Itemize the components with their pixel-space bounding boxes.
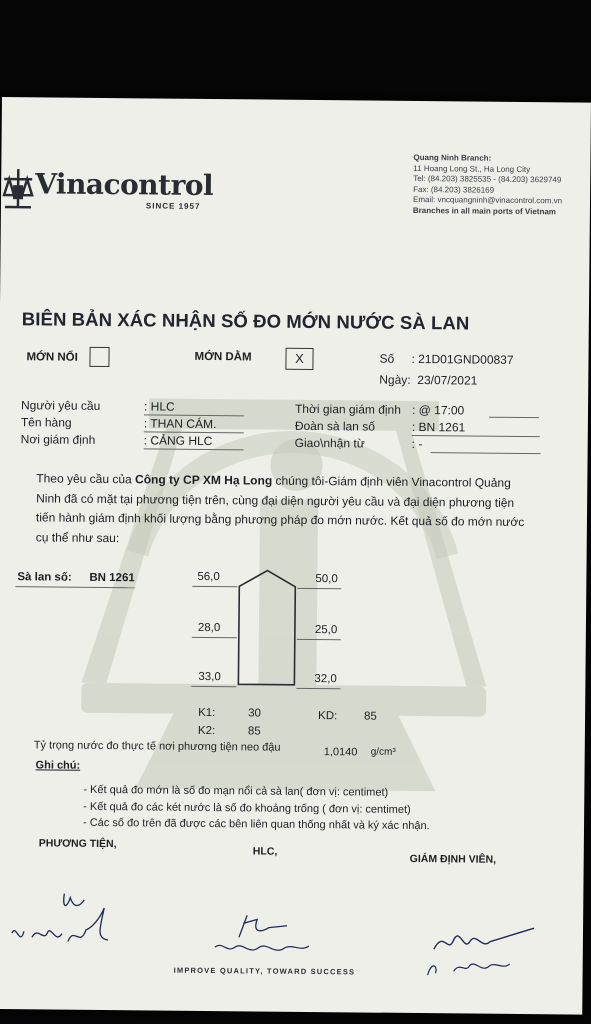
- sig-label-hlc: HLC,: [252, 845, 278, 858]
- branch-fax: Fax: (84.203) 3826169: [413, 184, 495, 195]
- draft-fwd-right: 50,0: [315, 573, 338, 586]
- document-title: BIÊN BẢN XÁC NHẬN SỐ ĐO MỚN NƯỚC SÀ LAN: [21, 308, 470, 334]
- thoi-gian-label: Thời gian giám định: [294, 401, 402, 417]
- nguoi-yeu-cau-label: Người yêu cầu: [20, 398, 101, 413]
- doan-sa-lan-value: : BN 1261: [411, 419, 466, 435]
- so-label: Số: [379, 351, 395, 366]
- kd-label: KD:: [318, 710, 338, 723]
- noi-giam-dinh-value: : CẢNG HLC: [143, 433, 213, 449]
- draft-aft-right: 32,0: [314, 673, 337, 686]
- mon-noi-checkbox: [89, 347, 109, 367]
- intro-part2: chúng tôi-Giám định viên Vinacontrol Quảng Ninh đã có mặt tại phương tiện trên, cùng đại diện người yêu cầu và đại diện phương tiện tiến hành giám định khối lượng bằng phương pháp đo mớn nước. Kết quả số đo mớn nước cụ thể như sau:: [35, 473, 525, 545]
- company-logo: [1, 161, 231, 213]
- thoi-gian-value: : @ 17:00: [411, 402, 465, 418]
- k2-label: K2:: [197, 724, 216, 738]
- notes-heading: Ghi chú:: [35, 759, 81, 772]
- ten-hang-label: Tên hàng: [20, 415, 72, 430]
- document-sheet: [0, 97, 591, 1015]
- intro-paragraph: [36, 469, 537, 552]
- draft-mid-left: 28,0: [197, 621, 221, 635]
- mon-noi-label: MỚN NỔI: [26, 351, 78, 364]
- density-value: 1,0140: [323, 746, 358, 759]
- scales-icon: [1, 167, 35, 211]
- draft-aft-left: 33,0: [198, 670, 221, 684]
- barge-number: BN 1261: [89, 571, 135, 585]
- giao-nhan-value: : -: [411, 436, 423, 452]
- barge-label: Sà lan số:: [17, 571, 72, 584]
- k2-value: 85: [247, 725, 261, 738]
- ten-hang-value: : THAN CÁM.: [143, 416, 217, 432]
- signature-phuong-tien: [4, 887, 125, 958]
- note-item: - Các số đo trên đã được các bên liên quan thống nhất và ký xác nhận.: [82, 817, 430, 833]
- nguoi-yeu-cau-value: : HLC: [143, 399, 175, 414]
- draft-fwd-left: 56,0: [197, 570, 220, 584]
- mon-dam-checkbox: X: [285, 348, 313, 370]
- note-item: - Kết quả đo mớn là số đo mạn nổi cả sà lan( đơn vị: centimet): [83, 783, 389, 799]
- branch-tel: Tel: (84.203) 3825535 - (84.203) 3629749: [413, 174, 562, 185]
- intro-company: Công ty CP XM Hạ Long: [135, 472, 273, 488]
- sig-label-phuong-tien: PHƯƠNG TIỆN,: [38, 837, 117, 851]
- note-item: - Kết quả đo các két nước là số đo khoảng trống ( đơn vị: centimet): [83, 800, 411, 816]
- density-label: Tỷ trọng nước đo thực tế nơi phương tiện neo đậu: [33, 739, 281, 754]
- k1-value: 30: [248, 707, 261, 720]
- giao-nhan-label: Giao\nhận từ: [294, 435, 365, 451]
- barge-outline: [236, 568, 301, 689]
- branch-network: Branches in all main ports of Vietnam: [412, 205, 556, 217]
- noi-giam-dinh-label: Nơi giám định: [20, 432, 96, 447]
- notes-list: [83, 782, 430, 835]
- mon-dam-label: MỚN DẰM: [194, 350, 252, 364]
- density-unit: g/cm³: [370, 746, 396, 758]
- signature-hlc: [209, 911, 319, 962]
- branch-email: Email: vncquangninh@vinacontrol.com.vn: [412, 195, 563, 206]
- company-since: SINCE 1957: [145, 201, 201, 211]
- branch-address: 11 Hoang Long St., Ha Long City: [413, 163, 531, 174]
- signature-giam-dinh-vien: [414, 921, 555, 982]
- scales-watermark: [0, 97, 591, 1015]
- so-value: : 21D01GND00837: [411, 351, 514, 367]
- footer-slogan: IMPROVE QUALITY, TOWARD SUCCESS: [173, 965, 356, 977]
- company-name: Vinacontrol: [35, 167, 214, 203]
- branch-title: Quang Ninh Branch:: [413, 152, 492, 163]
- k1-label: K1:: [198, 706, 216, 720]
- draft-mid-right: 25,0: [314, 624, 338, 637]
- doan-sa-lan-label: Đoàn sà lan số: [294, 418, 375, 434]
- sig-label-giam-dinh-vien: GIÁM ĐỊNH VIÊN,: [409, 852, 497, 866]
- kd-value: 85: [364, 710, 377, 723]
- ngay-label: Ngày:: [379, 372, 411, 387]
- branch-contact: [413, 153, 591, 218]
- ngay-value: 23/07/2021: [417, 372, 478, 388]
- intro-part1: Theo yêu cầu của: [36, 471, 132, 487]
